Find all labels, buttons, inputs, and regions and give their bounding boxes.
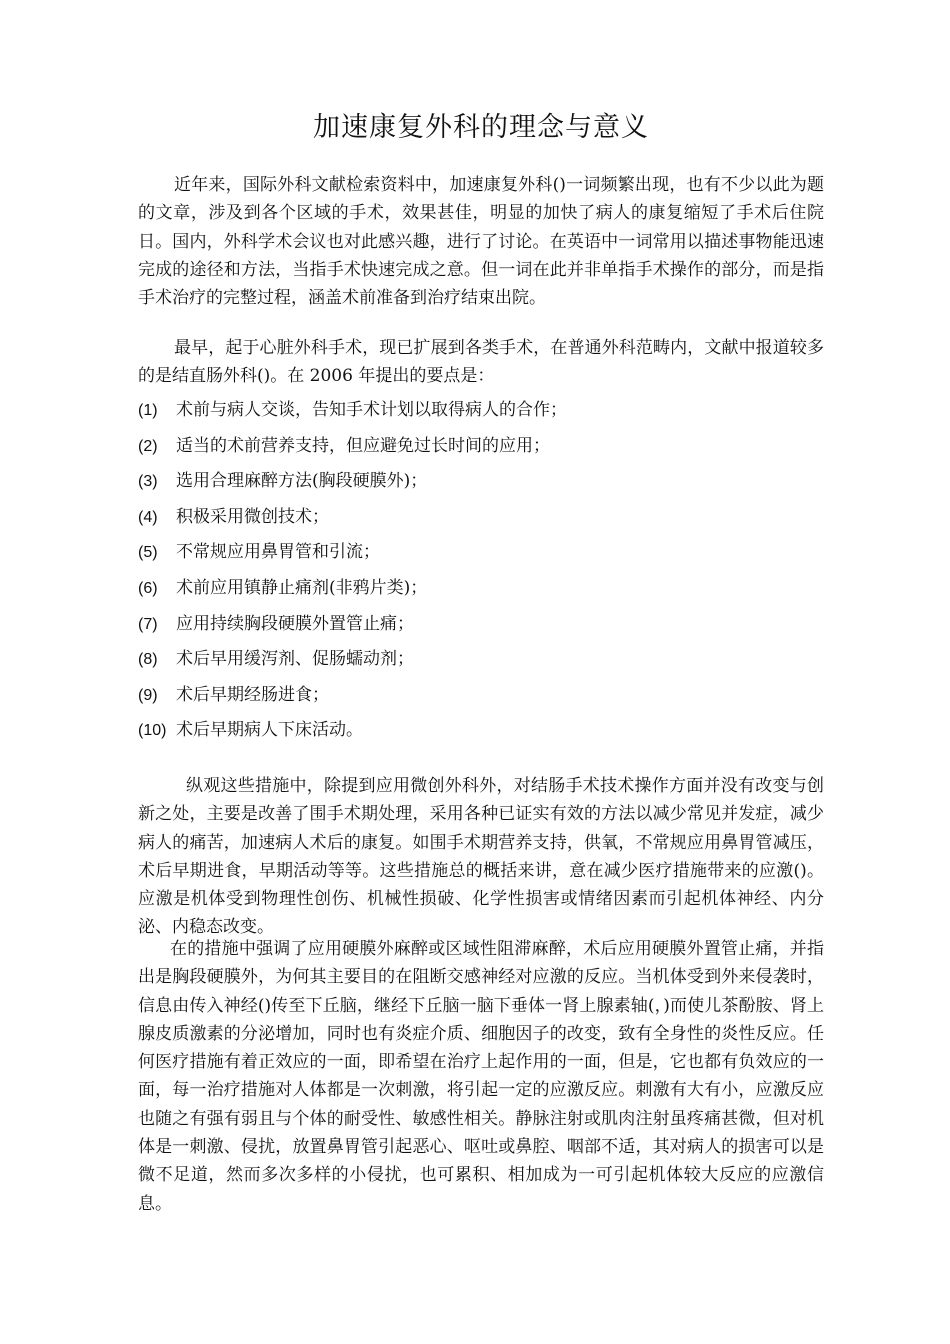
list-item-number: (8) (138, 651, 158, 669)
paragraph-analysis: 纵观这些措施中，除提到应用微创外科外，对结肠手术技术操作方面并没有改变与创新之处，主要是改善了围手术期处理，采用各种已证实有效的方法以减少常见并发症，减少病人的痛苦，加速病人术后的康复。如围手术期营养支持，供氧，不常规应用鼻胃管减压，术后早期进食，早期活动等等。这些措施总的概括来讲，意在减少医疗措施带来的应激()。应激是机体受到物理性创伤、机械性损破、化学性损害或情绪因素而引起机体神经、内分泌、内稳态改变。 (138, 776, 824, 938)
list-item-text: 术后早用缓泻剂、促肠蠕动剂； (176, 649, 414, 670)
list-item-number: (10) (138, 722, 167, 740)
paragraph-origin: 最早，起于心脏外科手术，现已扩展到各类手术，在普通外科范畴内，文献中报道较多的是结直肠外科()。在 2006 年提出的要点是： (138, 338, 824, 387)
list-item-text: 积极采用微创技术； (176, 506, 329, 527)
list-item-number: (4) (138, 508, 158, 526)
list-item-number: (6) (138, 579, 158, 597)
list-item (138, 500, 824, 536)
list-item-number: (7) (138, 615, 158, 633)
list-item-text: 术前与病人交谈，告知手术计划以取得病人的合作； (176, 400, 567, 420)
list-item-text: 应用持续胸段硬膜外置管止痛； (176, 613, 414, 634)
list-item (138, 713, 824, 749)
list-item-number: (9) (138, 686, 158, 704)
list-item (138, 535, 824, 571)
list-item-text: 术后早期经肠进食； (176, 684, 329, 705)
paragraph-intro: 近年来，国际外科文献检索资料中，加速康复外科()一词频繁出现，也有不少以此为题的文章，涉及到各个区域的手术，效果甚佳，明显的加快了病人的康复缩短了手术后住院日。国内，外科学术会议也对此感兴趣，进行了讨论。在英语中一词常用以描述事物能迅速完成的途径和方法，当指手术快速完成之意。但一词在此并非单指手术操作的部分，而是指手术治疗的完整过程，涵盖术前准备到治疗结束出院。 (138, 175, 824, 309)
key-points-list (138, 393, 824, 749)
list-item (138, 571, 824, 607)
list-item-text: 术前应用镇静止痛剂(非鸦片类)； (176, 577, 428, 598)
list-item (138, 429, 824, 465)
document-title: 加速康复外科的理念与意义 (313, 112, 649, 143)
list-item (138, 678, 824, 714)
list-item-number: (3) (138, 473, 158, 491)
list-item-number: (5) (138, 544, 158, 562)
list-item (138, 464, 824, 500)
list-item-text: 不常规应用鼻胃管和引流； (176, 542, 380, 563)
paragraph-stress-response: 在的措施中强调了应用硬膜外麻醉或区域性阻滞麻醉，术后应用硬膜外置管止痛，并指出是胸段硬膜外，为何其主要目的在阻断交感神经对应激的反应。当机体受到外来侵袭时，信息由传入神经()传至下丘脑，继经下丘脑一脑下垂体一肾上腺素轴(，)而使儿茶酚胺、肾上腺皮质激素的分泌增加，同时也有炎症介质、细胞因子的改变，致有全身性的炎性反应。任何医疗措施有着正效应的一面，即希望在治疗上起作用的一面，但是，它也都有负效应的一面，每一治疗措施对人体都是一次刺激，将引起一定的应激反应。刺激有大有小，应激反应也随之有强有弱且与个体的耐受性、敏感性相关。静脉注射或肌肉注射虽疼痛甚微，但对机体是一刺激、侵扰，放置鼻胃管引起恶心、呕吐或鼻腔、咽部不适，其对病人的损害可以是微不足道，然而多次多样的小侵扰，也可累积、相加成为一可引起机体较大反应的应激信息。 (138, 939, 824, 1214)
list-item-number: (1) (138, 402, 158, 419)
list-item (138, 642, 824, 678)
list-item-number: (2) (138, 437, 158, 455)
list-item (138, 607, 824, 643)
list-item-text: 术后早期病人下床活动。 (176, 720, 363, 741)
list-item-text: 选用合理麻醉方法(胸段硬膜外)； (176, 471, 428, 492)
list-item-text: 适当的术前营养支持，但应避免过长时间的应用； (176, 435, 550, 456)
list-item (138, 393, 824, 429)
